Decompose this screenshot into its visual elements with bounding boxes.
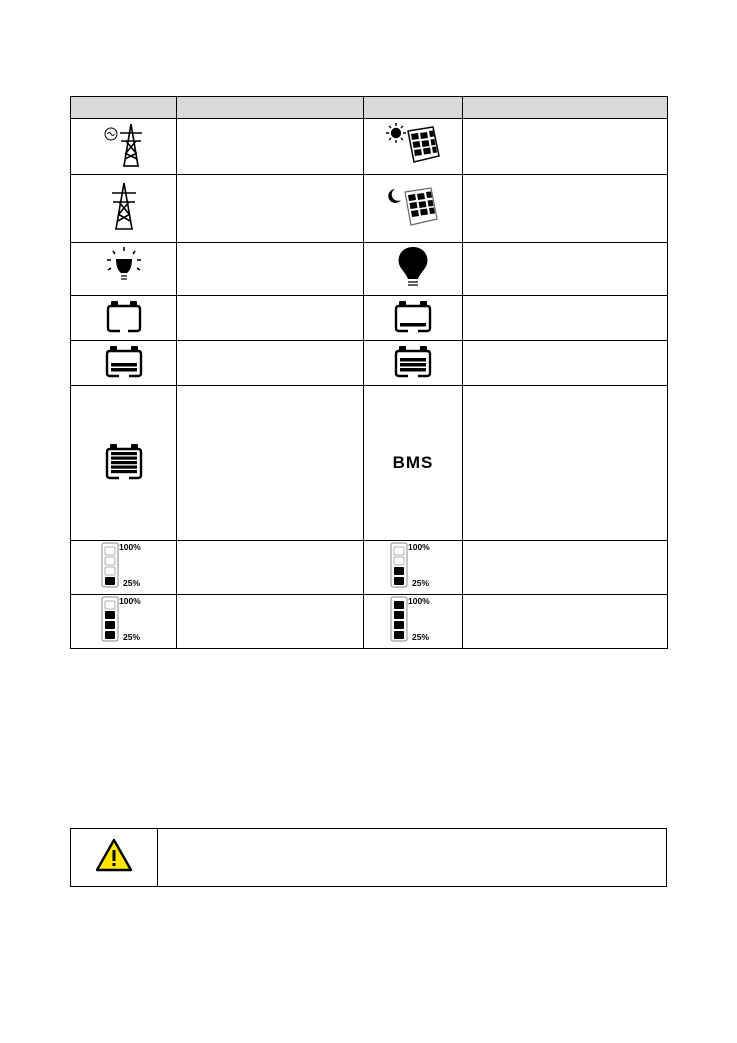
battery-level-1-icon — [99, 541, 149, 589]
light-bulb-icon — [393, 244, 433, 290]
grid-tower-icon — [104, 179, 144, 233]
icon-cell — [71, 296, 177, 341]
battery-full-icon — [101, 441, 147, 481]
icon-cell — [364, 541, 463, 595]
icon-cell — [364, 175, 463, 243]
header-cell — [463, 97, 668, 119]
soc-bottom-label: 25% — [412, 578, 430, 588]
description-cell — [463, 175, 668, 243]
description-cell — [177, 341, 364, 386]
battery-level-4-icon — [388, 595, 438, 643]
grid-ac-tower-icon — [94, 119, 154, 169]
battery-level-3-icon — [99, 595, 149, 643]
icon-cell — [71, 119, 177, 175]
icon-cell — [364, 243, 463, 296]
soc-bottom-label: 25% — [122, 632, 140, 642]
table-row — [71, 175, 668, 243]
solar-panel-night-icon — [381, 181, 445, 231]
icon-cell — [71, 386, 177, 541]
description-cell — [177, 296, 364, 341]
description-cell — [177, 541, 364, 595]
icon-cell — [364, 341, 463, 386]
icon-cell — [71, 341, 177, 386]
description-cell — [177, 175, 364, 243]
battery-empty-icon — [103, 298, 145, 334]
table-row — [71, 119, 668, 175]
battery-two-bars-icon — [101, 343, 147, 379]
warning-triangle-icon — [94, 837, 134, 873]
table-row — [71, 541, 668, 595]
description-cell — [463, 341, 668, 386]
soc-bottom-label: 25% — [412, 632, 430, 642]
warning-text-cell — [158, 829, 667, 887]
header-cell — [364, 97, 463, 119]
light-bulb-on-icon — [102, 245, 146, 289]
battery-one-bar-icon — [390, 298, 436, 334]
description-cell — [177, 243, 364, 296]
table-row — [71, 296, 668, 341]
description-cell — [463, 119, 668, 175]
icon-cell — [364, 595, 463, 649]
description-cell — [463, 541, 668, 595]
icon-cell — [71, 595, 177, 649]
icon-cell — [71, 243, 177, 296]
icon-description-table — [70, 96, 668, 649]
description-cell — [177, 119, 364, 175]
solar-panel-day-icon — [381, 120, 445, 168]
table-row — [71, 595, 668, 649]
soc-top-label: 100% — [118, 596, 141, 606]
table-row — [71, 386, 668, 541]
description-cell — [177, 386, 364, 541]
warning-box — [70, 828, 667, 887]
table-header-row — [71, 97, 668, 119]
battery-level-2-icon — [388, 541, 438, 589]
description-cell — [463, 296, 668, 341]
description-cell — [177, 595, 364, 649]
header-cell — [71, 97, 177, 119]
description-cell — [463, 243, 668, 296]
battery-three-bars-icon — [390, 343, 436, 379]
soc-top-label: 100% — [118, 542, 141, 552]
description-cell — [463, 386, 668, 541]
header-cell — [177, 97, 364, 119]
icon-cell — [71, 541, 177, 595]
icon-cell — [364, 386, 463, 541]
soc-top-label: 100% — [408, 596, 430, 606]
description-cell — [463, 595, 668, 649]
table-row — [71, 243, 668, 296]
warning-icon-cell — [71, 829, 158, 887]
bms-label: BMS — [392, 453, 434, 472]
soc-top-label: 100% — [408, 542, 430, 552]
icon-cell — [71, 175, 177, 243]
soc-bottom-label: 25% — [122, 578, 140, 588]
icon-cell — [364, 296, 463, 341]
icon-cell — [364, 119, 463, 175]
table-row — [71, 341, 668, 386]
